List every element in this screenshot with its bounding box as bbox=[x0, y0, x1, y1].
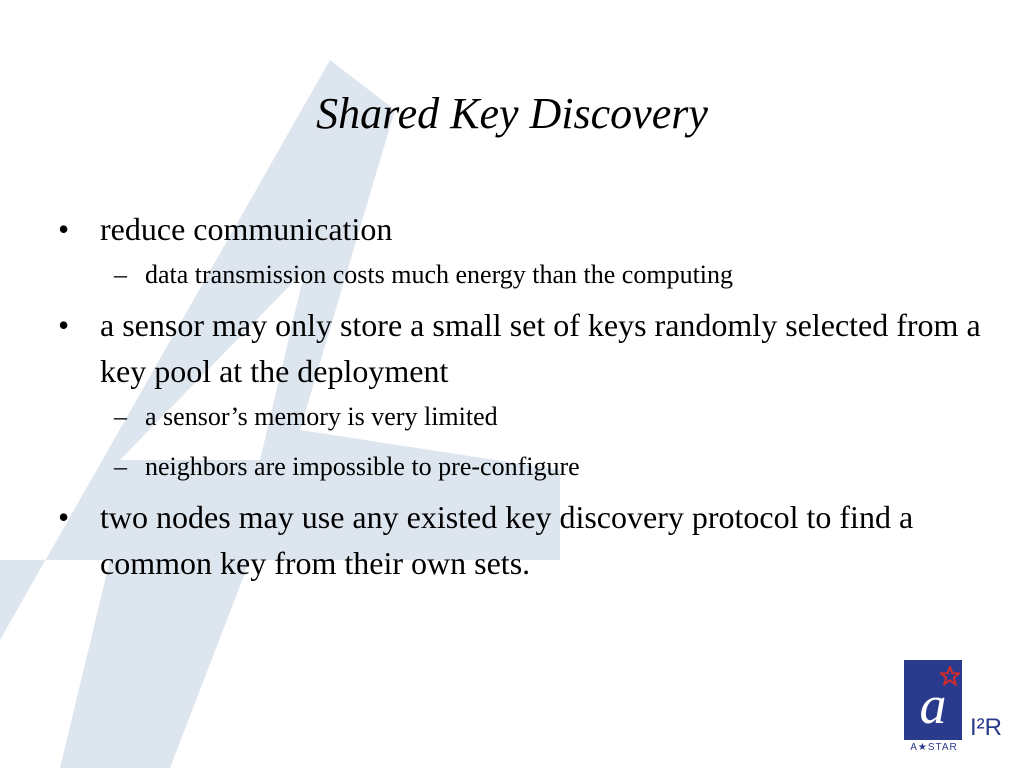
astar-i2r-logo bbox=[904, 660, 1014, 760]
sub-bullet-item bbox=[58, 450, 988, 484]
slide-content bbox=[58, 206, 988, 590]
sub-bullet-item bbox=[58, 258, 988, 292]
sub-bullet-item bbox=[58, 400, 988, 434]
bullet-glyph: • bbox=[58, 499, 70, 535]
sub-bullet-text: a sensor’s memory is very limited bbox=[145, 402, 498, 431]
bullet-text: two nodes may use any existed key discovery protocol to find a common key from their own sets. bbox=[100, 499, 914, 581]
red-star-icon bbox=[940, 666, 960, 686]
logo-i2r-text: I²R bbox=[970, 714, 1002, 741]
sub-bullet-text: neighbors are impossible to pre-configure bbox=[145, 452, 580, 481]
logo-box bbox=[904, 660, 962, 740]
sub-bullet-glyph: – bbox=[114, 452, 127, 481]
slide-title: Shared Key Discovery bbox=[316, 89, 708, 138]
bullet-glyph: • bbox=[58, 211, 70, 247]
bullet-item bbox=[58, 302, 988, 394]
bullet-item bbox=[58, 206, 988, 252]
sub-bullet-text: data transmission costs much energy than the computing bbox=[145, 260, 734, 289]
bullet-text: a sensor may only store a small set of keys randomly selected from a key pool at the deployment bbox=[100, 307, 981, 389]
sub-bullet-glyph: – bbox=[114, 260, 127, 289]
logo-astar-text: A★STAR bbox=[910, 742, 958, 753]
sub-bullet-glyph: – bbox=[114, 402, 127, 431]
bullet-item bbox=[58, 494, 988, 586]
bullet-text: reduce communication bbox=[100, 211, 393, 247]
logo-letter: a bbox=[919, 675, 947, 735]
bullet-glyph: • bbox=[58, 307, 70, 343]
